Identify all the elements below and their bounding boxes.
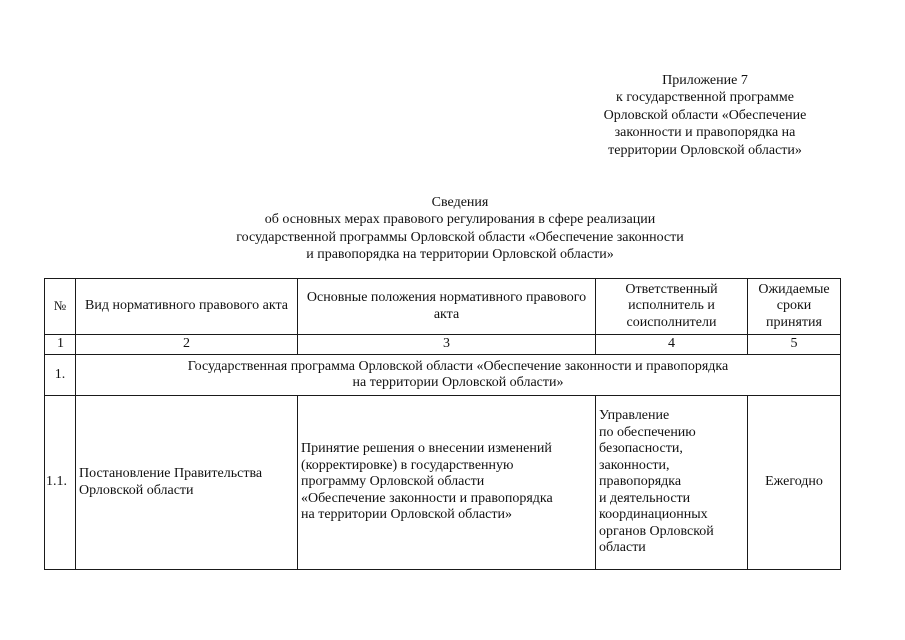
header-executor-line: соисполнители xyxy=(626,314,717,330)
row-act-type xyxy=(76,396,298,570)
provisions-line: Принятие решения о внесении изменений xyxy=(301,441,552,457)
title-line: государственной программы Орловской области «Обеспечение законности xyxy=(236,229,684,245)
appendix-line: территории Орловской области» xyxy=(608,142,802,158)
appendix-line: законности и правопорядка на xyxy=(614,125,796,141)
column-number-cell: 3 xyxy=(298,335,596,355)
measures-table xyxy=(44,278,841,570)
header-deadline-line: Ожидаемые xyxy=(758,281,830,297)
appendix-line: Приложение 7 xyxy=(662,73,748,88)
program-title-line: Государственная программа Орловской области «Обеспечение законности и правопорядка xyxy=(187,358,729,374)
header-executor xyxy=(596,279,748,335)
column-number-cell: 4 xyxy=(596,335,748,355)
header-act-type: Вид нормативного правового акта xyxy=(76,279,298,335)
column-number-cell: 2 xyxy=(76,335,298,355)
appendix-line: к государственной программе xyxy=(616,90,794,106)
executor-line: области xyxy=(599,540,646,556)
executor-line: законности, xyxy=(599,457,670,473)
header-number: № xyxy=(45,279,76,335)
column-number-cell: 5 xyxy=(748,335,841,355)
row-deadline: Ежегодно xyxy=(748,396,841,570)
act-type-line: Постановление Правительства xyxy=(79,466,263,481)
program-title xyxy=(76,355,841,396)
column-number-cell: 1 xyxy=(45,335,76,355)
title-line: Сведения xyxy=(431,195,489,210)
program-row xyxy=(45,355,841,396)
provisions-line: (корректировке) в государственную xyxy=(301,457,514,473)
provisions-line: «Обеспечение законности и правопорядка xyxy=(301,490,553,506)
executor-line: органов Орловской xyxy=(599,523,714,539)
program-number: 1. xyxy=(45,355,76,396)
executor-line: безопасности, xyxy=(599,441,683,457)
header-row xyxy=(45,279,841,335)
title-line: об основных мерах правового регулирования в сфере реализации xyxy=(264,212,656,228)
executor-line: по обеспечению xyxy=(599,424,696,440)
executor-line: координационных xyxy=(599,507,708,523)
provisions-line: на территории Орловской области» xyxy=(301,507,512,523)
row-number: 1.1. xyxy=(45,396,76,570)
header-provisions: Основные положения нормативного правового акта xyxy=(298,279,596,335)
header-deadline xyxy=(748,279,841,335)
table-row xyxy=(45,396,841,570)
executor-line: правопорядка xyxy=(599,474,682,490)
act-type-line: Орловской области xyxy=(79,482,194,498)
appendix-note xyxy=(596,72,814,159)
program-title-line: на территории Орловской области» xyxy=(352,375,564,390)
provisions-line: программу Орловской области xyxy=(301,474,485,490)
row-executor xyxy=(596,396,748,570)
document-title xyxy=(150,194,770,264)
executor-line: и деятельности xyxy=(599,490,691,506)
appendix-line: Орловской области «Обеспечение xyxy=(603,107,807,123)
header-executor-line: Ответственный xyxy=(625,281,718,297)
header-deadline-line: сроки xyxy=(776,298,812,314)
column-number-row xyxy=(45,335,841,355)
executor-line: Управление xyxy=(599,408,670,424)
title-line: и правопорядка на территории Орловской области» xyxy=(306,247,614,263)
row-provisions xyxy=(298,396,596,570)
header-executor-line: исполнитель и xyxy=(628,298,715,314)
header-deadline-line: принятия xyxy=(766,314,822,330)
